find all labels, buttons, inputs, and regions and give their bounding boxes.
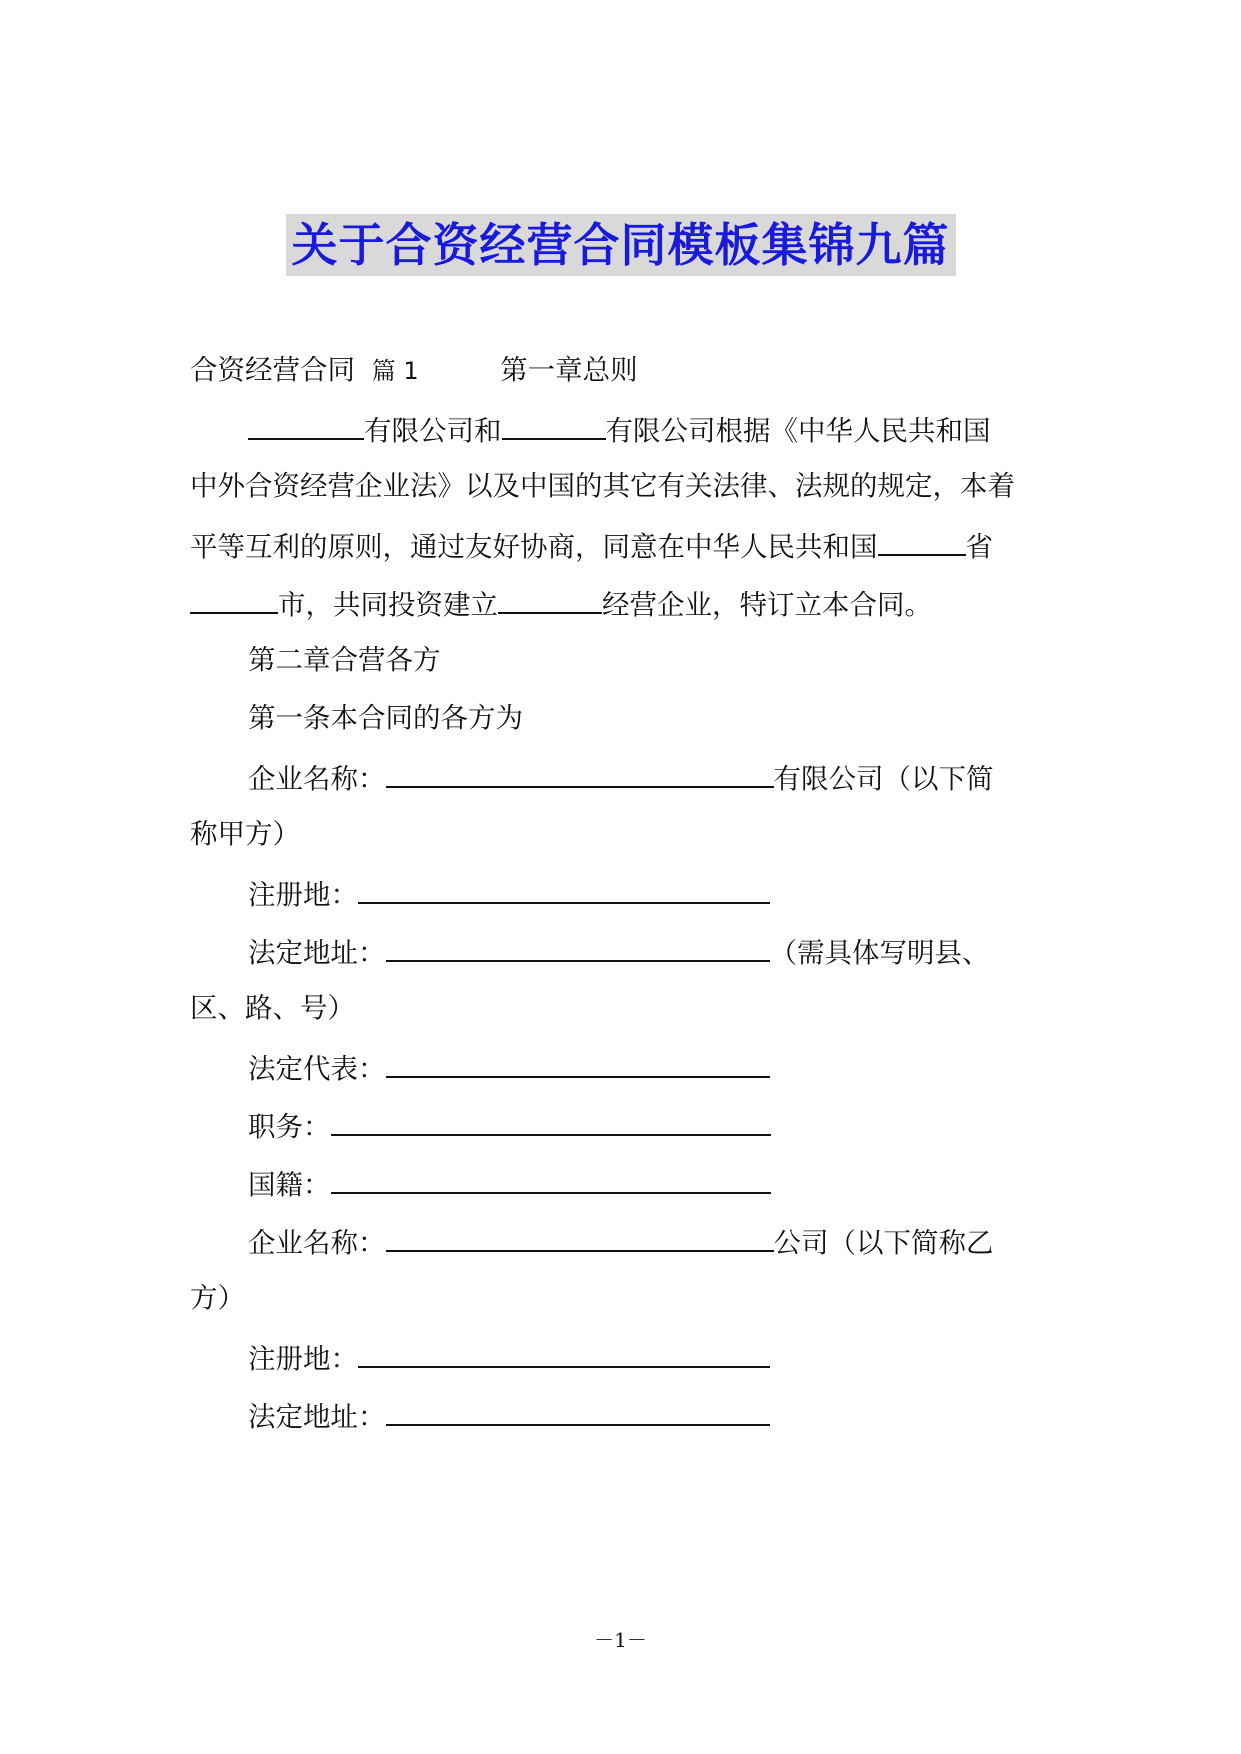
field-label: 法定代表： <box>248 1053 386 1085</box>
section-heading <box>190 350 1060 391</box>
party-a-name-field[interactable] <box>386 756 774 788</box>
heading-chapter-1: 第一章总则 <box>500 354 638 386</box>
party-a-rep-line <box>248 1046 1118 1089</box>
party-a-nat-field[interactable] <box>331 1162 771 1194</box>
heading-contract-name: 合资经营合同 <box>190 354 355 386</box>
party-a-reg-field[interactable] <box>358 872 770 904</box>
party-b-name-field[interactable] <box>386 1220 774 1252</box>
party-a-title-field[interactable] <box>331 1104 771 1136</box>
para1-line3 <box>190 524 1060 567</box>
party-a-addr-field[interactable] <box>386 930 770 962</box>
party-a-name-cont: 称甲方） <box>190 818 300 850</box>
field-label: 企业名称： <box>248 1227 386 1259</box>
page-number: －1－ <box>594 1628 647 1652</box>
party-b-reg-field[interactable] <box>358 1336 770 1368</box>
field-label: 法定地址： <box>248 1401 386 1433</box>
party-a-reg-line <box>248 872 1118 915</box>
field-suffix: 有限公司（以下简 <box>773 763 994 795</box>
party-a-addr-cont: 区、路、号） <box>190 992 355 1024</box>
party-a-name-line <box>248 756 1118 799</box>
para1-text-a: 有限公司和 <box>364 415 502 447</box>
field-label: 注册地： <box>248 879 358 911</box>
party-b-name-line <box>248 1220 1118 1263</box>
blank-field[interactable] <box>248 408 364 440</box>
document-title: 关于合资经营合同模板集锦九篇 <box>286 214 956 276</box>
field-suffix: （需具体写明县、 <box>769 937 990 969</box>
blank-field[interactable] <box>190 582 278 614</box>
blank-field[interactable] <box>498 582 602 614</box>
party-a-addr-line <box>248 930 1118 973</box>
party-b-name-cont: 方） <box>190 1282 245 1314</box>
party-b-reg-line <box>248 1336 1118 1379</box>
field-suffix: 公司（以下简称乙 <box>773 1227 994 1259</box>
party-b-addr-line <box>248 1394 1118 1437</box>
party-a-nat-line <box>248 1162 1118 1205</box>
party-b-addr-field[interactable] <box>386 1394 770 1426</box>
para1-line2: 中外合资经营企业法》以及中国的其它有关法律、法规的规定，本着 <box>190 470 1015 502</box>
title-container <box>0 214 1241 276</box>
blank-field[interactable] <box>878 524 966 556</box>
para1-text-e: 市，共同投资建立 <box>278 589 498 621</box>
party-a-title-line <box>248 1104 1118 1147</box>
heading-part-number: 篇 1 <box>371 357 419 385</box>
para1-text-f: 经营企业，特订立本合同。 <box>602 589 932 621</box>
para1-line1 <box>248 408 1118 451</box>
field-label: 企业名称： <box>248 763 386 795</box>
field-label: 国籍： <box>248 1169 331 1201</box>
blank-field[interactable] <box>502 408 606 440</box>
para1-line4 <box>190 582 1060 625</box>
article-1: 第一条本合同的各方为 <box>248 702 523 734</box>
chapter-2-heading: 第二章合营各方 <box>248 644 441 676</box>
field-label: 法定地址： <box>248 937 386 969</box>
para1-text-b: 有限公司根据《中华人民共和国 <box>605 415 991 447</box>
para1-text-d: 省 <box>965 531 993 563</box>
para1-text-c: 平等互利的原则，通过友好协商，同意在中华人民共和国 <box>190 531 878 563</box>
field-label: 职务： <box>248 1111 331 1143</box>
field-label: 注册地： <box>248 1343 358 1375</box>
party-a-rep-field[interactable] <box>386 1046 770 1078</box>
